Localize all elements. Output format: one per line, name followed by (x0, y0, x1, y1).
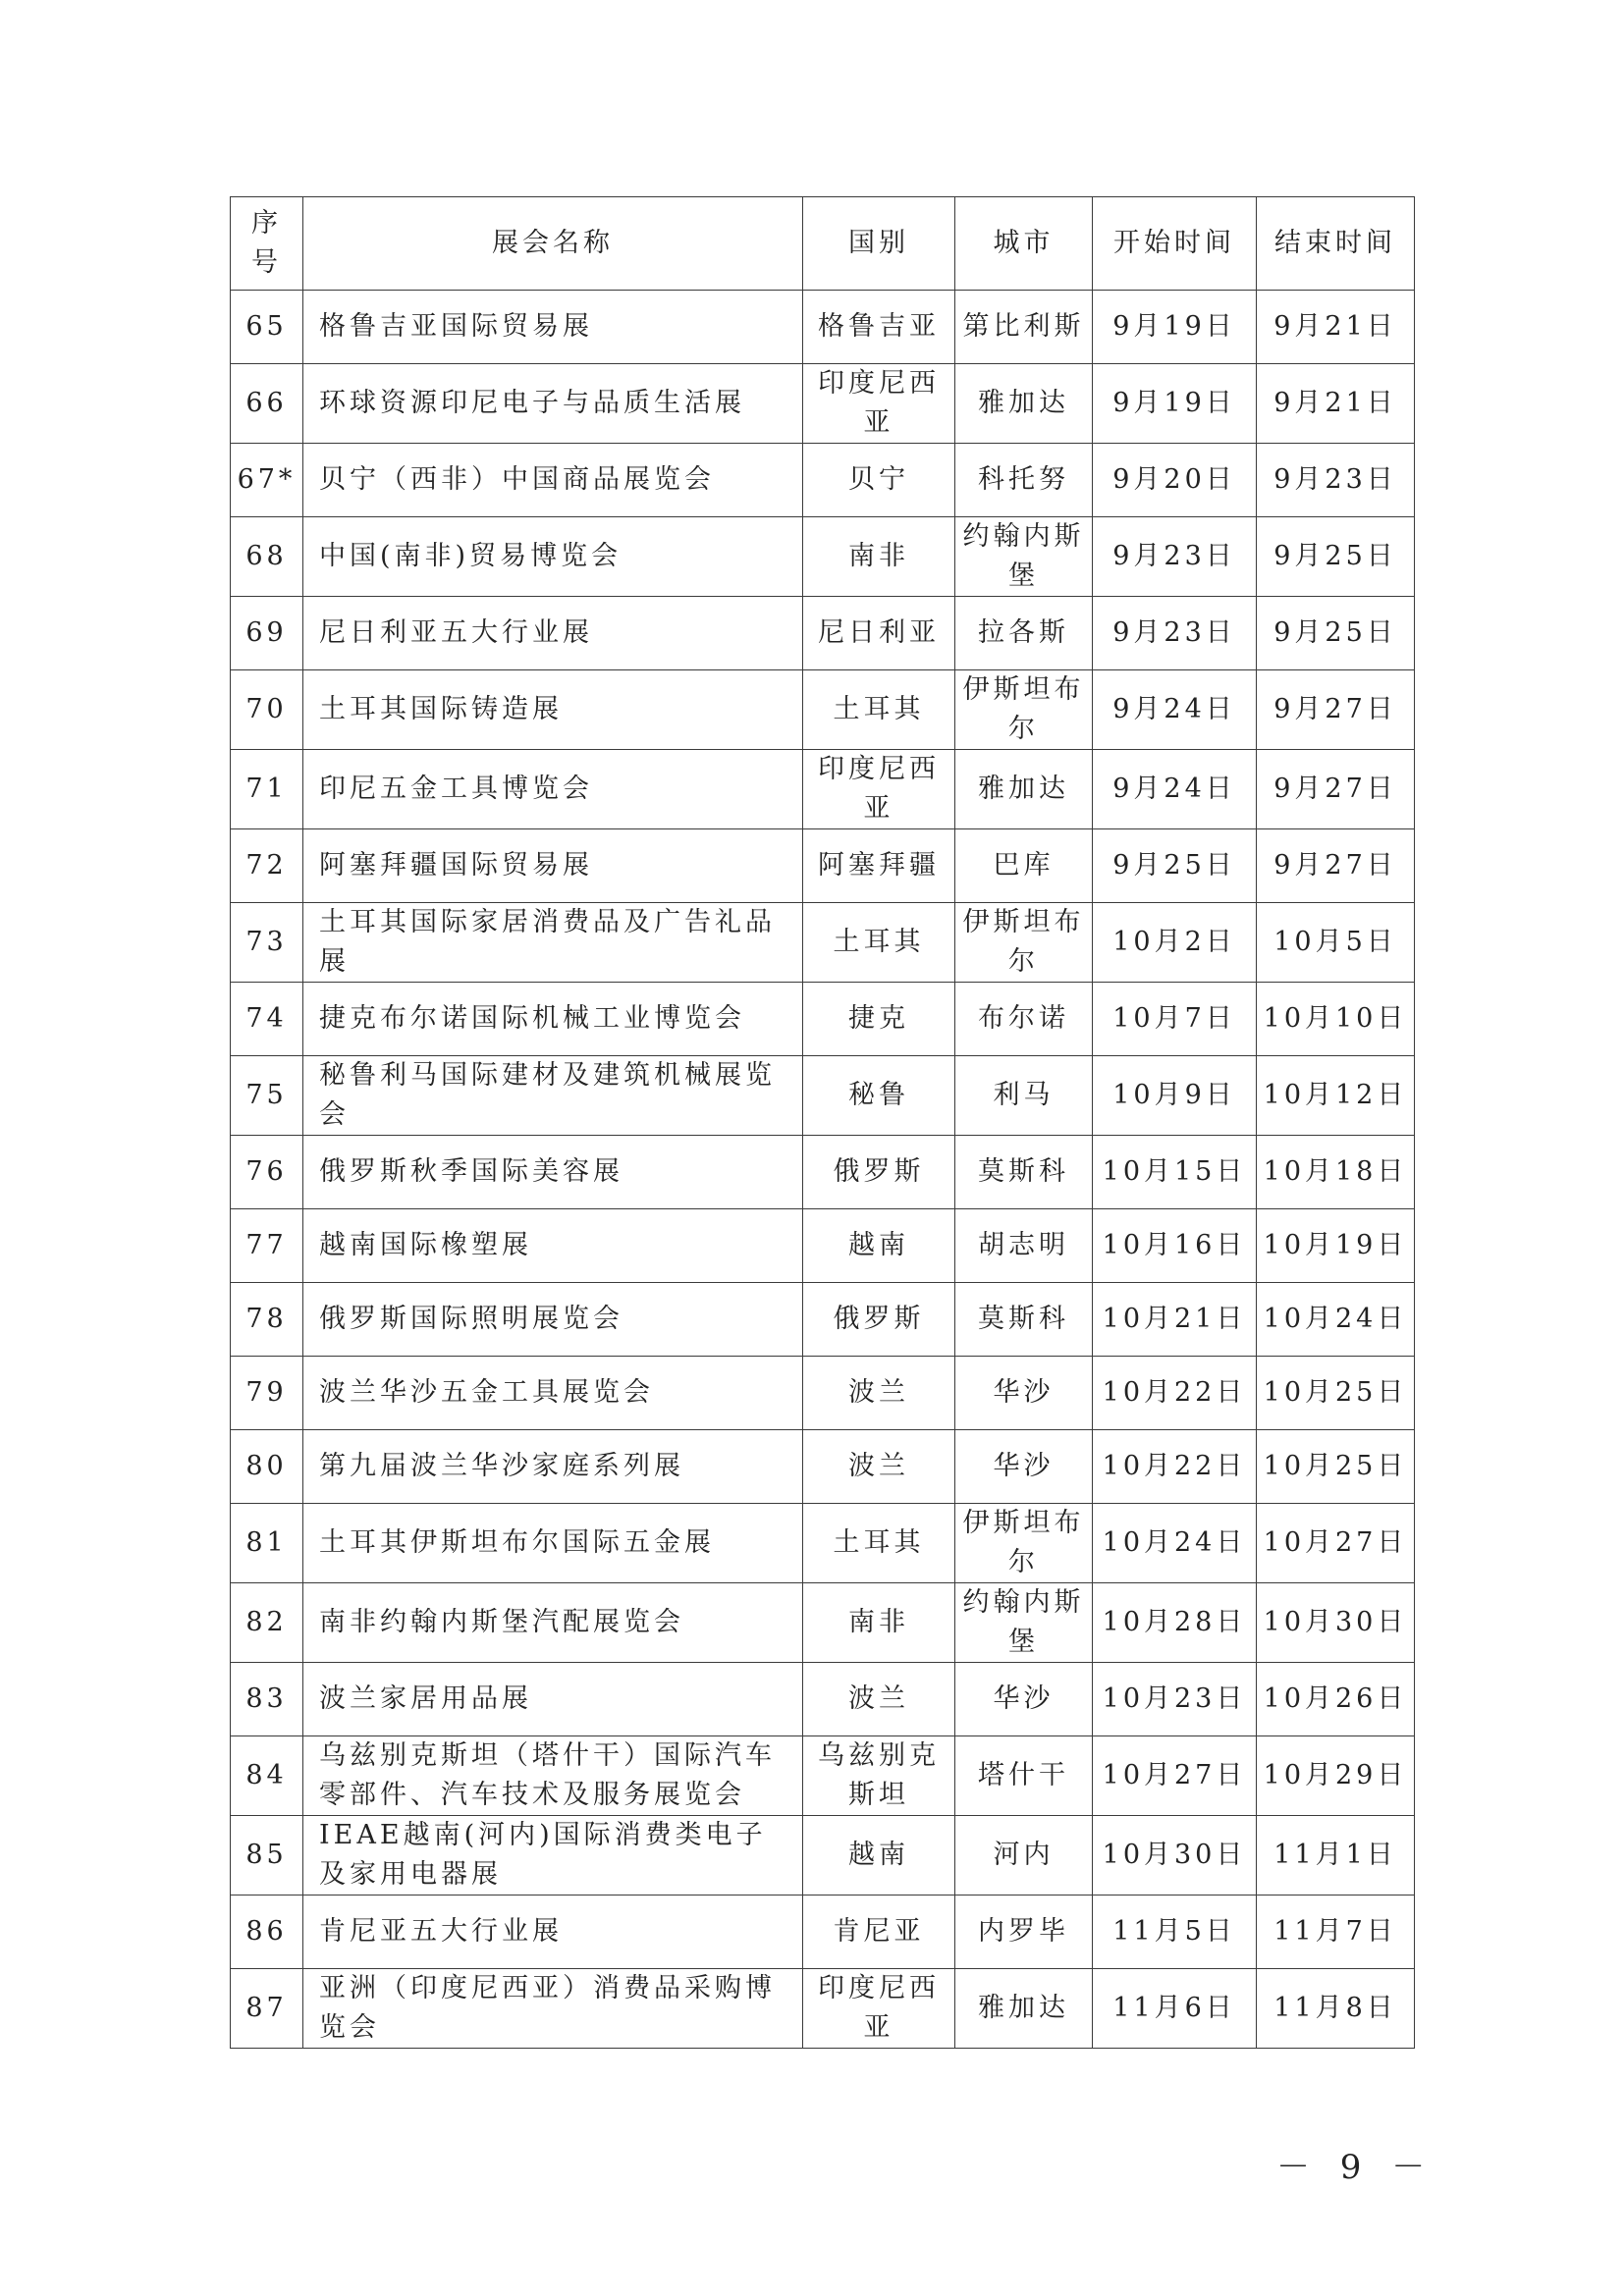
cell-no: 70 (231, 670, 303, 750)
cell-no: 68 (231, 517, 303, 597)
cell-no: 67* (231, 444, 303, 517)
cell-name: 亚洲（印度尼西亚）消费品采购博览会 (303, 1969, 803, 2049)
cell-start: 10月16日 (1093, 1209, 1257, 1283)
cell-start: 10月7日 (1093, 983, 1257, 1056)
cell-country: 阿塞拜疆 (803, 829, 955, 903)
cell-no: 84 (231, 1736, 303, 1816)
cell-no: 65 (231, 291, 303, 364)
cell-end: 10月25日 (1257, 1357, 1415, 1430)
cell-no: 79 (231, 1357, 303, 1430)
cell-city: 内罗毕 (955, 1896, 1093, 1969)
table-row (231, 1583, 1415, 1663)
cell-country: 波兰 (803, 1357, 955, 1430)
table-row (231, 1136, 1415, 1209)
cell-end: 10月25日 (1257, 1430, 1415, 1504)
cell-no: 86 (231, 1896, 303, 1969)
cell-start: 10月2日 (1093, 903, 1257, 983)
header-city: 城市 (955, 197, 1093, 291)
cell-country: 土耳其 (803, 670, 955, 750)
cell-start: 10月30日 (1093, 1816, 1257, 1896)
cell-name: 乌兹别克斯坦（塔什干）国际汽车零部件、汽车技术及服务展览会 (303, 1736, 803, 1816)
table-row (231, 1736, 1415, 1816)
cell-no: 73 (231, 903, 303, 983)
cell-start: 10月22日 (1093, 1430, 1257, 1504)
cell-name: 印尼五金工具博览会 (303, 750, 803, 829)
cell-no: 66 (231, 364, 303, 444)
cell-end: 9月23日 (1257, 444, 1415, 517)
cell-country: 南非 (803, 517, 955, 597)
table-row (231, 291, 1415, 364)
cell-name: 中国(南非)贸易博览会 (303, 517, 803, 597)
cell-city: 巴库 (955, 829, 1093, 903)
cell-name: 越南国际橡塑展 (303, 1209, 803, 1283)
cell-city: 华沙 (955, 1663, 1093, 1736)
cell-name: 贝宁（西非）中国商品展览会 (303, 444, 803, 517)
cell-end: 11月8日 (1257, 1969, 1415, 2049)
cell-no: 74 (231, 983, 303, 1056)
cell-city: 伊斯坦布尔 (955, 903, 1093, 983)
cell-name: 捷克布尔诺国际机械工业博览会 (303, 983, 803, 1056)
cell-start: 9月19日 (1093, 364, 1257, 444)
cell-country: 尼日利亚 (803, 597, 955, 670)
cell-name: 第九届波兰华沙家庭系列展 (303, 1430, 803, 1504)
cell-name: 肯尼亚五大行业展 (303, 1896, 803, 1969)
cell-name: 波兰家居用品展 (303, 1663, 803, 1736)
table-row (231, 1816, 1415, 1896)
header-start: 开始时间 (1093, 197, 1257, 291)
cell-name: 秘鲁利马国际建材及建筑机械展览会 (303, 1056, 803, 1136)
cell-city: 胡志明 (955, 1209, 1093, 1283)
cell-city: 莫斯科 (955, 1283, 1093, 1357)
cell-name: 土耳其伊斯坦布尔国际五金展 (303, 1504, 803, 1583)
cell-country: 捷克 (803, 983, 955, 1056)
cell-end: 10月27日 (1257, 1504, 1415, 1583)
cell-city: 华沙 (955, 1430, 1093, 1504)
cell-country: 印度尼西亚 (803, 1969, 955, 2049)
cell-end: 9月25日 (1257, 597, 1415, 670)
cell-country: 俄罗斯 (803, 1136, 955, 1209)
table-row (231, 1663, 1415, 1736)
table-row (231, 1504, 1415, 1583)
cell-country: 土耳其 (803, 903, 955, 983)
page-number: － 9 － (1276, 2148, 1435, 2187)
cell-start: 10月21日 (1093, 1283, 1257, 1357)
table-row (231, 364, 1415, 444)
cell-city: 华沙 (955, 1357, 1093, 1430)
cell-country: 俄罗斯 (803, 1283, 955, 1357)
cell-country: 秘鲁 (803, 1056, 955, 1136)
cell-end: 9月21日 (1257, 291, 1415, 364)
cell-no: 72 (231, 829, 303, 903)
table-row (231, 1430, 1415, 1504)
cell-name: 南非约翰内斯堡汽配展览会 (303, 1583, 803, 1663)
cell-start: 10月28日 (1093, 1583, 1257, 1663)
cell-end: 10月26日 (1257, 1663, 1415, 1736)
cell-name: 土耳其国际铸造展 (303, 670, 803, 750)
cell-city: 科托努 (955, 444, 1093, 517)
cell-city: 河内 (955, 1816, 1093, 1896)
table-header-row (231, 197, 1415, 291)
cell-end: 10月29日 (1257, 1736, 1415, 1816)
cell-city: 拉各斯 (955, 597, 1093, 670)
cell-no: 81 (231, 1504, 303, 1583)
cell-no: 77 (231, 1209, 303, 1283)
cell-start: 10月23日 (1093, 1663, 1257, 1736)
cell-start: 11月6日 (1093, 1969, 1257, 2049)
cell-no: 75 (231, 1056, 303, 1136)
cell-start: 10月27日 (1093, 1736, 1257, 1816)
header-end: 结束时间 (1257, 197, 1415, 291)
cell-end: 9月25日 (1257, 517, 1415, 597)
table-row (231, 670, 1415, 750)
cell-end: 10月5日 (1257, 903, 1415, 983)
table-row (231, 829, 1415, 903)
exhibition-table (230, 196, 1415, 2049)
cell-country: 波兰 (803, 1430, 955, 1504)
cell-end: 10月12日 (1257, 1056, 1415, 1136)
cell-no: 85 (231, 1816, 303, 1896)
cell-end: 11月7日 (1257, 1896, 1415, 1969)
cell-country: 南非 (803, 1583, 955, 1663)
table-body (231, 291, 1415, 2049)
cell-no: 83 (231, 1663, 303, 1736)
table-row (231, 1969, 1415, 2049)
cell-end: 10月10日 (1257, 983, 1415, 1056)
table-row (231, 983, 1415, 1056)
cell-no: 87 (231, 1969, 303, 2049)
cell-no: 76 (231, 1136, 303, 1209)
cell-country: 越南 (803, 1816, 955, 1896)
cell-start: 9月23日 (1093, 517, 1257, 597)
cell-start: 10月24日 (1093, 1504, 1257, 1583)
cell-country: 贝宁 (803, 444, 955, 517)
cell-end: 9月21日 (1257, 364, 1415, 444)
cell-start: 10月22日 (1093, 1357, 1257, 1430)
table-row (231, 1209, 1415, 1283)
cell-name: 尼日利亚五大行业展 (303, 597, 803, 670)
cell-end: 9月27日 (1257, 670, 1415, 750)
cell-end: 10月24日 (1257, 1283, 1415, 1357)
cell-city: 约翰内斯堡 (955, 1583, 1093, 1663)
cell-country: 乌兹别克斯坦 (803, 1736, 955, 1816)
table-row (231, 1896, 1415, 1969)
cell-start: 11月5日 (1093, 1896, 1257, 1969)
cell-city: 雅加达 (955, 1969, 1093, 2049)
header-country: 国别 (803, 197, 955, 291)
cell-city: 伊斯坦布尔 (955, 670, 1093, 750)
cell-start: 9月25日 (1093, 829, 1257, 903)
cell-country: 印度尼西亚 (803, 364, 955, 444)
cell-end: 9月27日 (1257, 829, 1415, 903)
cell-country: 越南 (803, 1209, 955, 1283)
cell-country: 波兰 (803, 1663, 955, 1736)
cell-no: 69 (231, 597, 303, 670)
table-row (231, 517, 1415, 597)
table-row (231, 1056, 1415, 1136)
cell-name: 波兰华沙五金工具展览会 (303, 1357, 803, 1430)
cell-city: 莫斯科 (955, 1136, 1093, 1209)
cell-name: 俄罗斯秋季国际美容展 (303, 1136, 803, 1209)
cell-city: 布尔诺 (955, 983, 1093, 1056)
cell-start: 9月24日 (1093, 750, 1257, 829)
cell-city: 塔什干 (955, 1736, 1093, 1816)
cell-name: 俄罗斯国际照明展览会 (303, 1283, 803, 1357)
cell-name: 环球资源印尼电子与品质生活展 (303, 364, 803, 444)
cell-name: 格鲁吉亚国际贸易展 (303, 291, 803, 364)
cell-no: 80 (231, 1430, 303, 1504)
table-row (231, 903, 1415, 983)
cell-city: 雅加达 (955, 364, 1093, 444)
table-row (231, 1283, 1415, 1357)
cell-country: 肯尼亚 (803, 1896, 955, 1969)
cell-city: 约翰内斯堡 (955, 517, 1093, 597)
cell-country: 格鲁吉亚 (803, 291, 955, 364)
cell-name: IEAE越南(河内)国际消费类电子及家用电器展 (303, 1816, 803, 1896)
cell-start: 10月15日 (1093, 1136, 1257, 1209)
cell-start: 9月24日 (1093, 670, 1257, 750)
table-row (231, 444, 1415, 517)
cell-end: 10月19日 (1257, 1209, 1415, 1283)
cell-start: 9月20日 (1093, 444, 1257, 517)
cell-country: 土耳其 (803, 1504, 955, 1583)
cell-end: 9月27日 (1257, 750, 1415, 829)
header-no: 序号 (231, 197, 303, 291)
cell-end: 10月18日 (1257, 1136, 1415, 1209)
table-row (231, 597, 1415, 670)
cell-name: 阿塞拜疆国际贸易展 (303, 829, 803, 903)
cell-start: 10月9日 (1093, 1056, 1257, 1136)
cell-city: 利马 (955, 1056, 1093, 1136)
cell-no: 78 (231, 1283, 303, 1357)
cell-city: 第比利斯 (955, 291, 1093, 364)
cell-no: 82 (231, 1583, 303, 1663)
cell-start: 9月23日 (1093, 597, 1257, 670)
cell-city: 伊斯坦布尔 (955, 1504, 1093, 1583)
cell-country: 印度尼西亚 (803, 750, 955, 829)
cell-city: 雅加达 (955, 750, 1093, 829)
cell-name: 土耳其国际家居消费品及广告礼品展 (303, 903, 803, 983)
cell-no: 71 (231, 750, 303, 829)
table-row (231, 750, 1415, 829)
cell-end: 10月30日 (1257, 1583, 1415, 1663)
header-name: 展会名称 (303, 197, 803, 291)
table-row (231, 1357, 1415, 1430)
cell-end: 11月1日 (1257, 1816, 1415, 1896)
cell-start: 9月19日 (1093, 291, 1257, 364)
